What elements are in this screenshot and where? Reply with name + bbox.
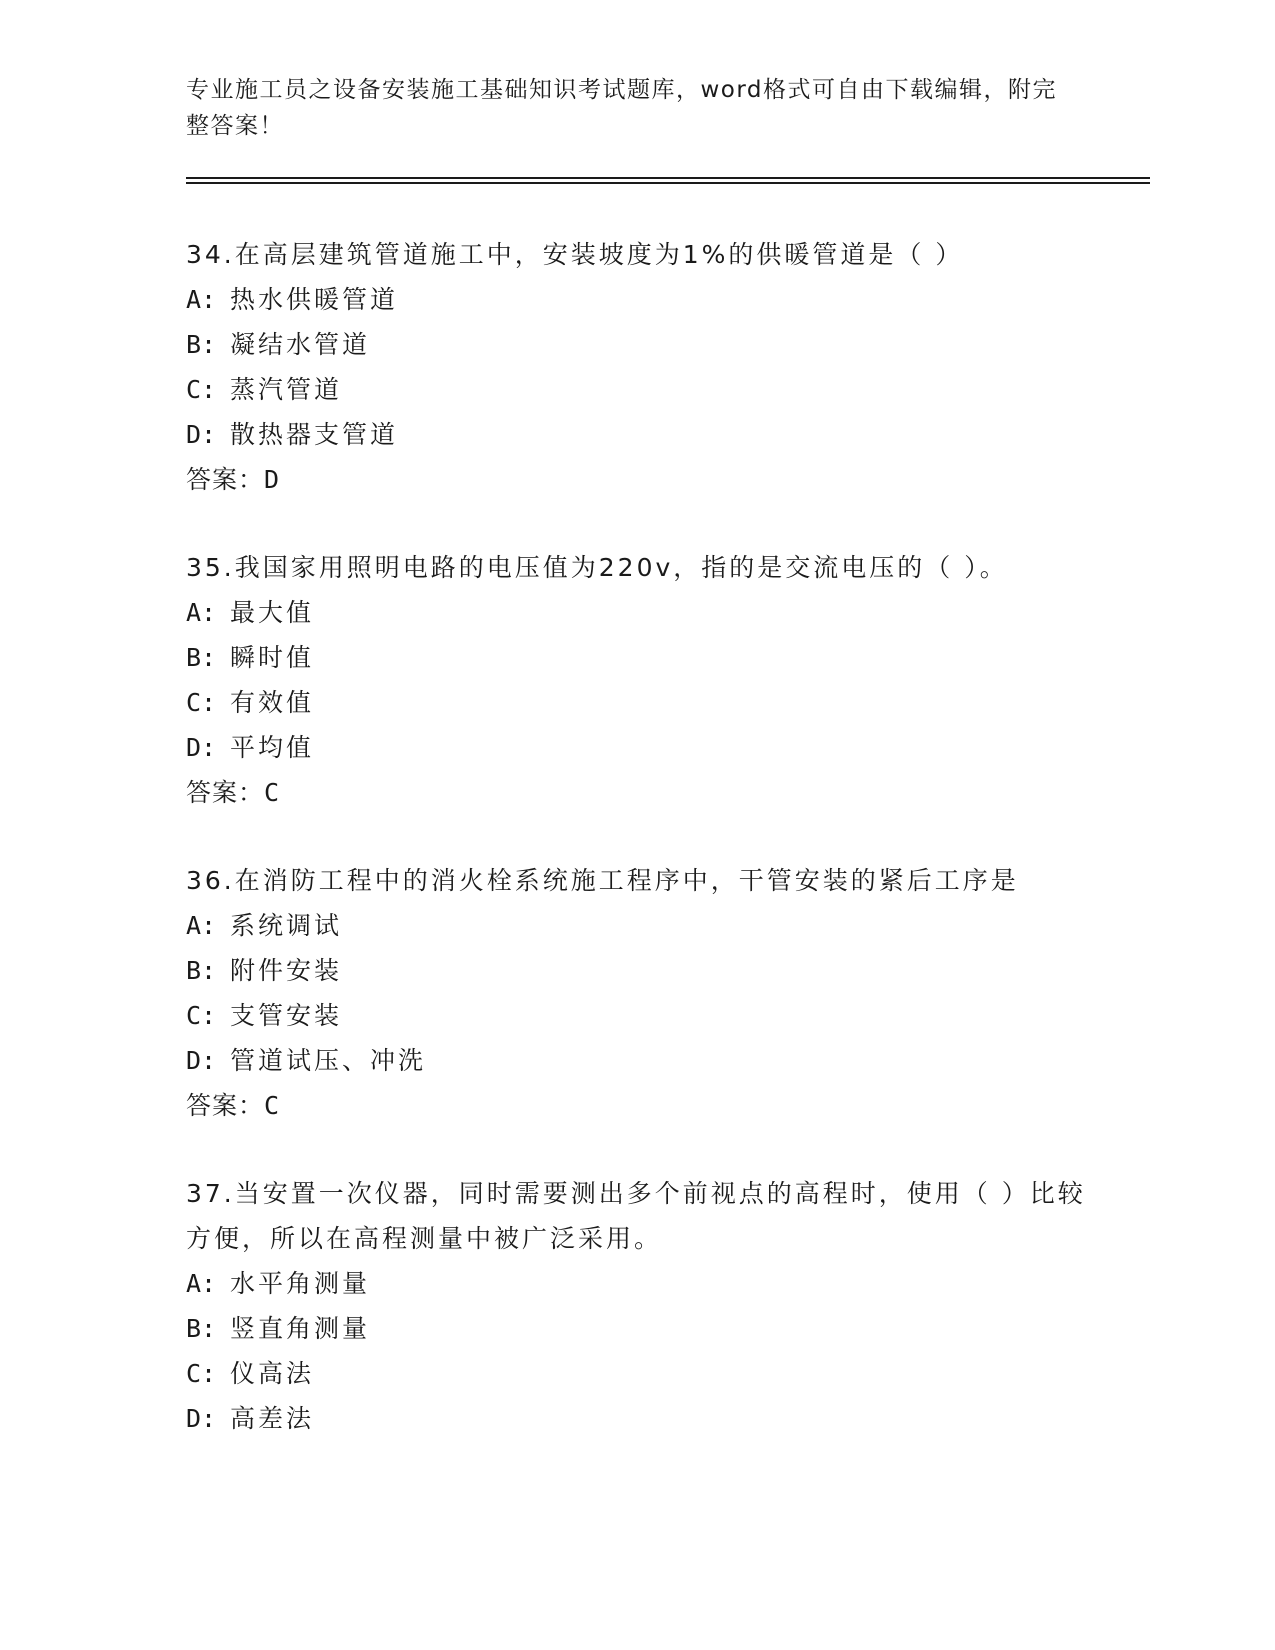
question-text: 我国家用照明电路的电压值为220v，指的是交流电压的（ ）。 (234, 553, 1008, 582)
question-stem (186, 858, 1106, 903)
option-c (186, 680, 1106, 725)
header-divider-top (186, 177, 1150, 179)
answer-label: 答案： (186, 778, 265, 807)
option-d (186, 412, 1106, 457)
option-text: 有效值 (230, 688, 315, 717)
answer-label: 答案： (186, 465, 265, 494)
option-letter: A: (186, 1269, 217, 1298)
option-text: 管道试压、冲洗 (230, 1046, 427, 1075)
option-text: 散热器支管道 (230, 420, 399, 449)
document-title: 专业施工员之设备安装施工基础知识考试题库，word格式可自由下载编辑，附完整答案！ (186, 77, 1058, 139)
option-b (186, 322, 1106, 367)
option-text: 最大值 (230, 598, 315, 627)
option-d (186, 725, 1106, 770)
option-text: 水平角测量 (230, 1269, 371, 1298)
question-stem (186, 232, 1106, 277)
header-divider-bottom (186, 182, 1150, 184)
option-c (186, 993, 1106, 1038)
option-letter: B: (186, 956, 217, 985)
option-b (186, 635, 1106, 680)
question-text: 在高层建筑管道施工中，安装坡度为1%的供暖管道是（ ） (234, 240, 964, 269)
option-letter: D: (186, 1046, 217, 1075)
option-text: 竖直角测量 (230, 1314, 371, 1343)
answer-line (186, 457, 1106, 503)
answer-value: C (264, 1091, 281, 1120)
option-letter: C: (186, 1359, 217, 1388)
option-a (186, 277, 1106, 322)
answer-line (186, 770, 1106, 816)
option-text: 凝结水管道 (230, 330, 371, 359)
option-letter: B: (186, 1314, 217, 1343)
option-text: 系统调试 (230, 911, 343, 940)
option-text: 平均值 (230, 733, 315, 762)
option-b (186, 948, 1106, 993)
option-text: 仪高法 (230, 1359, 315, 1388)
question-number: 35. (186, 553, 235, 582)
option-text: 蒸汽管道 (230, 375, 343, 404)
answer-value: C (264, 778, 281, 807)
question-35 (186, 545, 1106, 816)
document-header (186, 72, 1066, 144)
option-letter: A: (186, 598, 217, 627)
question-stem (186, 1171, 1106, 1261)
question-text: 在消防工程中的消火栓系统施工程序中，干管安装的紧后工序是 (234, 866, 1019, 895)
option-b (186, 1306, 1106, 1351)
option-text: 高差法 (230, 1404, 315, 1433)
option-letter: C: (186, 688, 217, 717)
option-c (186, 1351, 1106, 1396)
option-letter: A: (186, 911, 217, 940)
question-number: 34. (186, 240, 235, 269)
option-letter: D: (186, 1404, 217, 1433)
option-letter: B: (186, 330, 217, 359)
option-text: 瞬时值 (230, 643, 315, 672)
question-list (186, 232, 1106, 1483)
answer-line (186, 1083, 1106, 1129)
option-a (186, 1261, 1106, 1306)
option-d (186, 1038, 1106, 1083)
question-stem (186, 545, 1106, 590)
answer-label: 答案： (186, 1091, 265, 1120)
question-34 (186, 232, 1106, 503)
question-37 (186, 1171, 1106, 1441)
answer-value: D (264, 465, 281, 494)
option-letter: B: (186, 643, 217, 672)
option-text: 附件安装 (230, 956, 343, 985)
option-a (186, 590, 1106, 635)
question-36 (186, 858, 1106, 1129)
option-d (186, 1396, 1106, 1441)
option-letter: C: (186, 1001, 217, 1030)
question-text: 当安置一次仪器，同时需要测出多个前视点的高程时，使用（ ）比较方便，所以在高程测量中被广泛采用。 (186, 1179, 1086, 1253)
option-a (186, 903, 1106, 948)
option-c (186, 367, 1106, 412)
option-letter: D: (186, 733, 217, 762)
option-text: 热水供暖管道 (230, 285, 399, 314)
question-number: 36. (186, 866, 235, 895)
option-text: 支管安装 (230, 1001, 343, 1030)
option-letter: D: (186, 420, 217, 449)
option-letter: A: (186, 285, 217, 314)
question-number: 37. (186, 1179, 235, 1208)
option-letter: C: (186, 375, 217, 404)
